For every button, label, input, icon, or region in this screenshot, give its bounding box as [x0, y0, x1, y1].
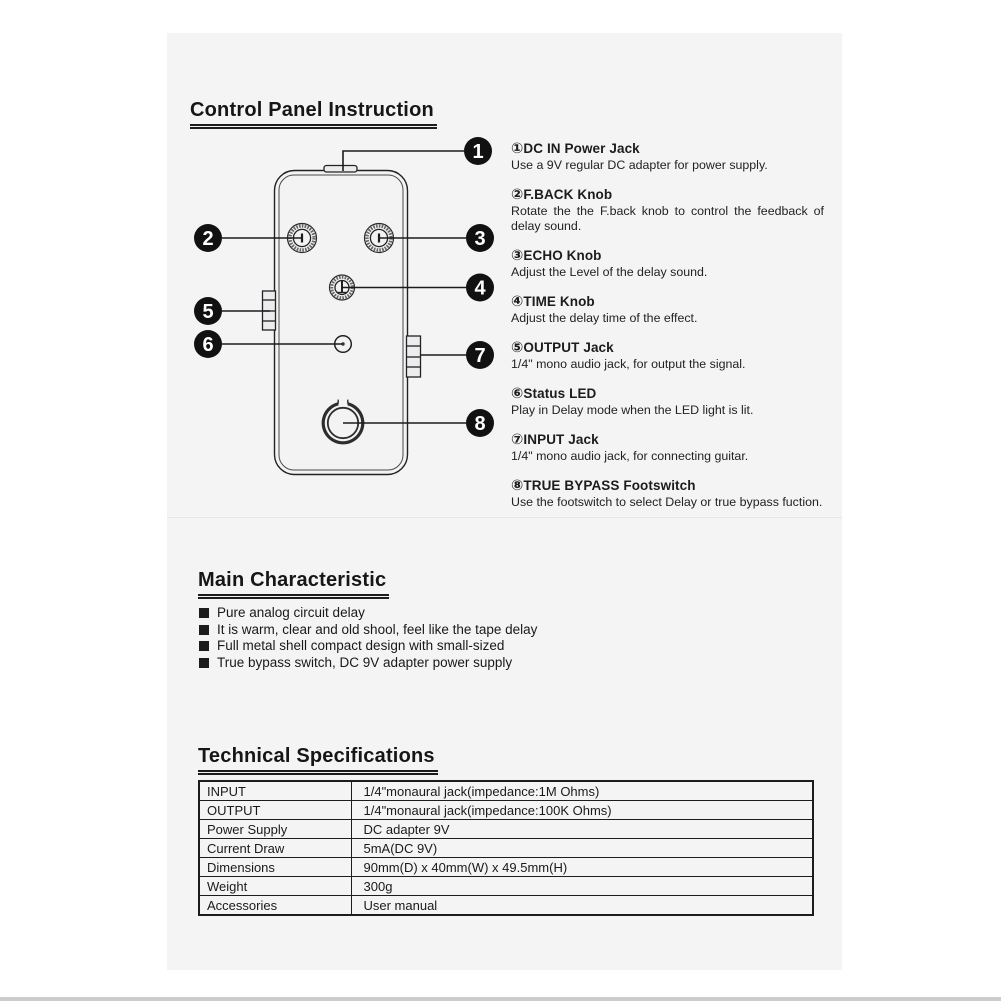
callout-badge-8 [466, 409, 494, 437]
characteristic-list [199, 605, 619, 671]
spec-row-input [199, 781, 813, 801]
spec-value: 1/4"monaural jack(impedance:100K Ohms) [351, 801, 813, 820]
control-descriptions [511, 141, 824, 524]
item-body: Adjust the delay time of the effect. [511, 311, 698, 325]
callout-badge-6 [194, 330, 222, 358]
item-heading: ⑦INPUT Jack [511, 432, 599, 448]
callout-badge-2 [194, 224, 222, 252]
input-jack [407, 336, 421, 377]
callout-badge-5 [194, 297, 222, 325]
item-body: Use the footswitch to select Delay or true bypass fuction. [511, 495, 823, 509]
control-panel-title: Control Panel Instruction [190, 99, 437, 129]
characteristic-item: Pure analog circuit delay [199, 605, 619, 622]
characteristic-item: It is warm, clear and old shool, feel like the tape delay [199, 622, 619, 639]
spec-label: Current Draw [199, 839, 351, 858]
spec-value: 1/4"monaural jack(impedance:1M Ohms) [351, 781, 813, 801]
spec-label: Dimensions [199, 858, 351, 877]
svg-text:1: 1 [472, 141, 484, 163]
item-heading: ③ECHO Knob [511, 248, 602, 264]
item-body: 1/4" mono audio jack, for output the signal. [511, 357, 746, 371]
desc-item-time [511, 294, 824, 326]
desc-item-footswitch [511, 478, 824, 510]
spec-row-current-draw [199, 839, 813, 858]
spec-row-power-supply [199, 820, 813, 839]
callout-badge-1 [464, 137, 492, 165]
bullet-square-icon [199, 625, 209, 635]
spec-label: Accessories [199, 896, 351, 916]
desc-item-status-led [511, 386, 824, 418]
pedal-diagram [160, 130, 520, 500]
item-body: Rotate the the F.back knob to control the feedback of delay sound. [511, 204, 824, 233]
svg-text:7: 7 [474, 345, 486, 367]
desc-item-output [511, 340, 824, 372]
desc-item-fback [511, 187, 824, 234]
item-body: Use a 9V regular DC adapter for power supply. [511, 158, 768, 172]
main-characteristic-title: Main Characteristic [198, 569, 389, 599]
svg-text:3: 3 [474, 228, 486, 250]
callout-line-1 [343, 151, 464, 171]
spec-label: INPUT [199, 781, 351, 801]
item-body: Play in Delay mode when the LED light is lit. [511, 403, 754, 417]
pedal-body [275, 171, 408, 475]
technical-specifications-title: Technical Specifications [198, 745, 438, 775]
item-body: Adjust the Level of the delay sound. [511, 265, 708, 279]
callout-badge-3 [466, 224, 494, 252]
svg-text:2: 2 [202, 228, 214, 250]
svg-text:4: 4 [474, 277, 486, 300]
item-heading: ⑥Status LED [511, 386, 597, 402]
spec-value: 5mA(DC 9V) [351, 839, 813, 858]
desc-item-echo [511, 248, 824, 280]
spec-table [198, 780, 814, 916]
spec-label: Weight [199, 877, 351, 896]
svg-text:6: 6 [202, 334, 214, 356]
callout-badge-7 [466, 341, 494, 369]
spec-row-accessories [199, 896, 813, 916]
callout-badge-4 [466, 274, 494, 302]
spec-value: 90mm(D) x 40mm(W) x 49.5mm(H) [351, 858, 813, 877]
svg-text:8: 8 [474, 413, 486, 435]
spec-label: Power Supply [199, 820, 351, 839]
spec-value: 300g [351, 877, 813, 896]
characteristic-item: True bypass switch, DC 9V adapter power supply [199, 655, 619, 672]
spec-row-dimensions [199, 858, 813, 877]
item-heading: ⑤OUTPUT Jack [511, 340, 614, 356]
spec-value: DC adapter 9V [351, 820, 813, 839]
spec-row-output [199, 801, 813, 820]
dc-in-jack [324, 166, 357, 173]
item-heading: ⑧TRUE BYPASS Footswitch [511, 478, 696, 494]
spec-label: OUTPUT [199, 801, 351, 820]
spec-row-weight [199, 877, 813, 896]
desc-item-input [511, 432, 824, 464]
svg-text:5: 5 [202, 301, 214, 323]
desc-item-dc-in [511, 141, 824, 173]
item-heading: ④TIME Knob [511, 294, 595, 310]
item-heading: ②F.BACK Knob [511, 187, 613, 203]
bullet-square-icon [199, 658, 209, 668]
characteristic-item: Full metal shell compact design with small-sized [199, 638, 619, 655]
item-body: 1/4" mono audio jack, for connecting guitar. [511, 449, 749, 463]
item-heading: ①DC IN Power Jack [511, 141, 640, 157]
image-bottom-edge-line [0, 997, 1001, 1001]
bullet-square-icon [199, 608, 209, 618]
spec-value: User manual [351, 896, 813, 916]
bullet-square-icon [199, 641, 209, 651]
